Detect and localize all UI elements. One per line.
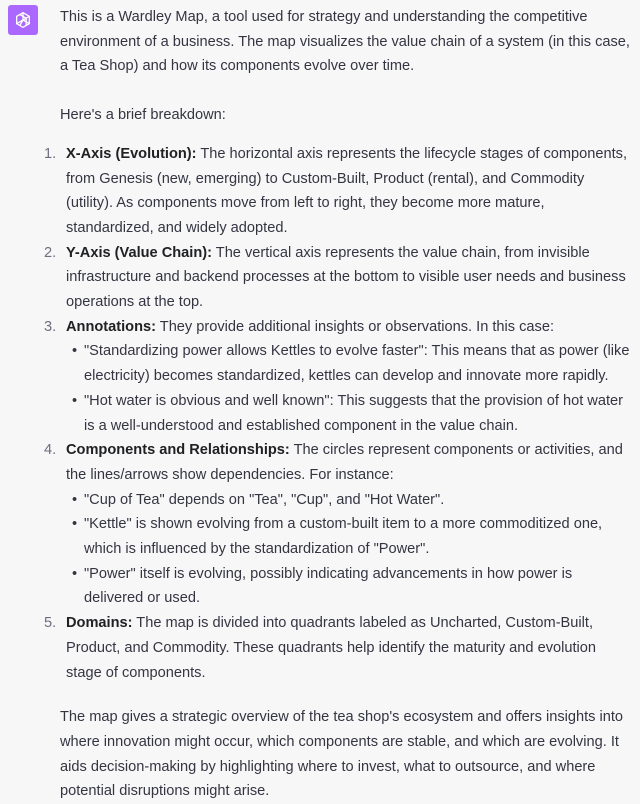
list-item [44,315,634,439]
list-item-term: Annotations: [66,318,156,335]
sub-list-item [66,389,634,438]
sub-list-item [66,562,634,611]
list-item-text: The horizontal axis represents the lifecycle stages of components, from Genesis (new, emerging) to Custom-Built, Product (rental), and Commodity (utility). As components move from left to right, they become more mature, standardized, and widely adopted. [66,145,628,236]
list-item-term: Y-Axis (Value Chain): [66,244,212,261]
sub-list [66,339,634,438]
breakdown-lead: Here's a brief breakdown: [60,107,226,124]
list-number: 1. [44,145,57,162]
list-item-term: Components and Relationships: [66,442,290,459]
list-item [44,142,634,241]
bullet: • [72,392,78,409]
sub-list-item-text: "Cup of Tea" depends on "Tea", "Cup", and "Hot Water". [84,491,445,508]
list-item-text: The circles represent components or activities, and the lines/arrows show dependencies. For instance: [66,442,623,483]
intro-paragraph: This is a Wardley Map, a tool used for strategy and understanding the competitive environment of a business. The map visualizes the value chain of a system (in this case, a Tea Shop) and how its components evolve over time. [60,9,630,75]
sub-list-item-text: "Kettle" is shown evolving from a custom-built item to a more commoditized one, which is influenced by the standardization of "Power". [84,516,603,558]
closing-paragraph: The map gives a strategic overview of the tea shop's ecosystem and offers insights into where innovation might occur, which components are stable, and which are evolving. It aids decision-making by highlighting where to invest, what to outsource, and where potential disruptions might arise. [60,709,624,800]
bullet: • [72,565,78,582]
breakdown-list [44,142,634,685]
sub-list [66,488,634,612]
list-item-text: The map is divided into quadrants labeled as Uncharted, Custom-Built, Product, and Commodity. These quadrants help identify the maturity and evolution stage of components. [66,615,596,681]
bullet: • [72,343,78,360]
sub-list-item-text: "Standardizing power allows Kettles to evolve faster": This means that as power (like electricity) becomes standardized, kettles can develop and innovate more rapidly. [84,343,630,385]
list-number: 4. [44,442,57,459]
sub-list-item-text: "Power" itself is evolving, possibly indicating advancements in how power is delivered or used. [84,565,573,607]
list-item [44,438,634,611]
message-content [44,5,634,804]
assistant-avatar [8,5,38,35]
openai-logo-icon [13,10,33,30]
list-item [44,241,634,315]
list-item [44,611,634,685]
sub-list-item [66,339,634,388]
list-number: 3. [44,318,57,335]
sub-list-item-text: "Hot water is obvious and well known": This suggests that the provision of hot water is a well-understood and established component in the value chain. [84,392,623,434]
list-item-text: They provide additional insights or observations. In this case: [155,318,555,335]
list-number: 5. [44,615,57,632]
list-item-text: The vertical axis represents the value chain, from invisible infrastructure and backend processes at the bottom to visible user needs and business operations at the top. [66,244,626,311]
bullet: • [72,491,78,508]
list-item-term: Domains: [66,615,133,632]
sub-list-item [66,512,634,561]
list-number: 2. [44,244,57,261]
bullet: • [72,516,78,533]
sub-list-item [66,488,634,513]
list-item-term: X-Axis (Evolution): [66,145,197,162]
